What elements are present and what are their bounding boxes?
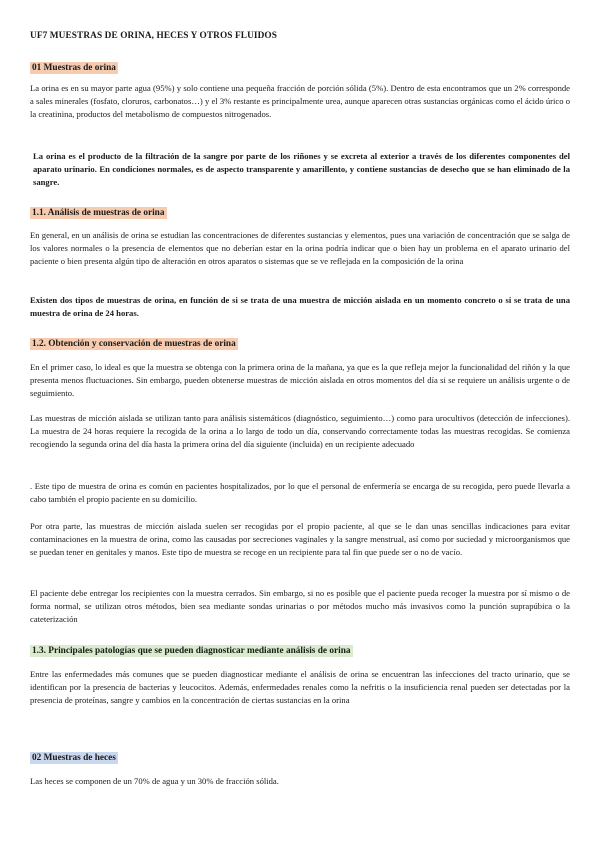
section-1-1-heading: 1.1. Análisis de muestras de orina [32, 208, 165, 218]
section-01-heading: 01 Muestras de orina [32, 63, 116, 73]
section-1-2-heading-wrap [30, 333, 570, 351]
paragraph: En el primer caso, lo ideal es que la muestra se obtenga con la primera orina de la mañana, ya que es la que refleja mejor la funcionalidad del riñón y la que presenta menos fluctuaciones. Sin embargo, pueden obtenerse muestras de micción aislada en otros momentos del día si se requiere un análisis urgente o de seguimiento. [30, 362, 570, 398]
section-1-2-heading: 1.2. Obtención y conservación de muestras de orina [32, 339, 236, 349]
section-01-heading-wrap [30, 57, 570, 75]
paragraph: En general, en un análisis de orina se estudian las concentraciones de diferentes sustancias y elementos, pues una variación de concentración que se salga de los valores normales o la presencia de elementos que no deberían estar en la orina podría indicar que o bien hay un problema en el aparato urinario del paciente o bien presenta algún tipo de alteración en otros aparatos o sistemas que se ve reflejada en la composición de la orina [30, 230, 570, 266]
section-1-3-heading: 1.3. Principales patologías que se pueden diagnosticar mediante análisis de orina [32, 646, 351, 656]
section-02-heading: 02 Muestras de heces [32, 753, 116, 763]
paragraph: Por otra parte, las muestras de micción aislada suelen ser recogidas por el propio paciente, al que se le dan unas sencillas indicaciones para evitar contaminaciones en la muestra de orina, como las causadas por secreciones vaginales y la sangre menstrual, así como por suciedad y microorganismos que se puedan tener en genitales y manos. Este tipo de muestra se recoge en un recipiente para tal fin que puede ser o no de vacío. [30, 521, 570, 557]
paragraph: Entre las enfermedades más comunes que se pueden diagnosticar mediante el análisis de orina se encuentran las infecciones del tracto urinario, que se identifican por la presencia de bacterias y leucocitos. Además, enfermedades renales como la nefritis o la insuficiencia renal pueden ser detectadas por la presencia de proteínas, sangre y cambios en la concentración de ciertas sustancias en la orina [30, 669, 570, 705]
bold-paragraph: La orina es el producto de la filtración de la sangre por parte de los riñones y se excreta al exterior a través de los diferentes componentes del aparato urinario. En condiciones normales, es de aspecto transparente y amarillento, y contiene sustancias de desecho que se han eliminado de la sangre. [33, 151, 570, 187]
document-title: UF7 MUESTRAS DE ORINA, HECES Y OTROS FLUIDOS [30, 31, 278, 41]
section-1-1-heading-wrap [30, 202, 570, 220]
paragraph: Las muestras de micción aislada se utilizan tanto para análisis sistemáticos (diagnóstico, seguimiento…) como para urocultivos (detección de infecciones). La muestra de 24 horas requiere la recogida de la orina a lo largo de todo un día, conservando correctamente todas las muestras recogidas. Se comienza recogiendo la segunda orina del día hasta la primera orina del día siguiente (incluida) en un recipiente adecuado [30, 413, 570, 449]
paragraph: El paciente debe entregar los recipientes con la muestra cerrados. Sin embargo, si no es posible que el paciente pueda recoger la muestra por sí mismo o de forma normal, se utilizan otros métodos, bien sea mediante sondas urinarias o por métodos mucho más invasivos como la punción suprapúbica o la cateterización [30, 588, 570, 624]
paragraph: Las heces se componen de un 70% de agua y un 30% de fracción sólida. [30, 776, 279, 786]
paragraph: La orina es en su mayor parte agua (95%) y solo contiene una pequeña fracción de porción sólida (5%). Dentro de esta encontramos que un 2% corresponde a sales minerales (fosfato, cloruros, carbonatos…) y el 3% restante es principalmente urea, aunque aparecen otras sustancias orgánicas como el ácido úrico o la creatinina, productos del metabolismo de compuestos nitrogenados. [30, 83, 570, 119]
paragraph: . Este tipo de muestra de orina es común en pacientes hospitalizados, por lo que el personal de enfermería se encarga de su recogida, pero puede llevarla a cabo también el propio paciente en su domicilio. [30, 481, 570, 504]
bold-paragraph: Existen dos tipos de muestras de orina, en función de si se trata de una muestra de micción aislada en un momento concreto o si se trata de una muestra de orina de 24 horas. [30, 295, 570, 318]
section-02-heading-wrap [30, 747, 570, 765]
section-1-3-heading-wrap [30, 640, 570, 658]
